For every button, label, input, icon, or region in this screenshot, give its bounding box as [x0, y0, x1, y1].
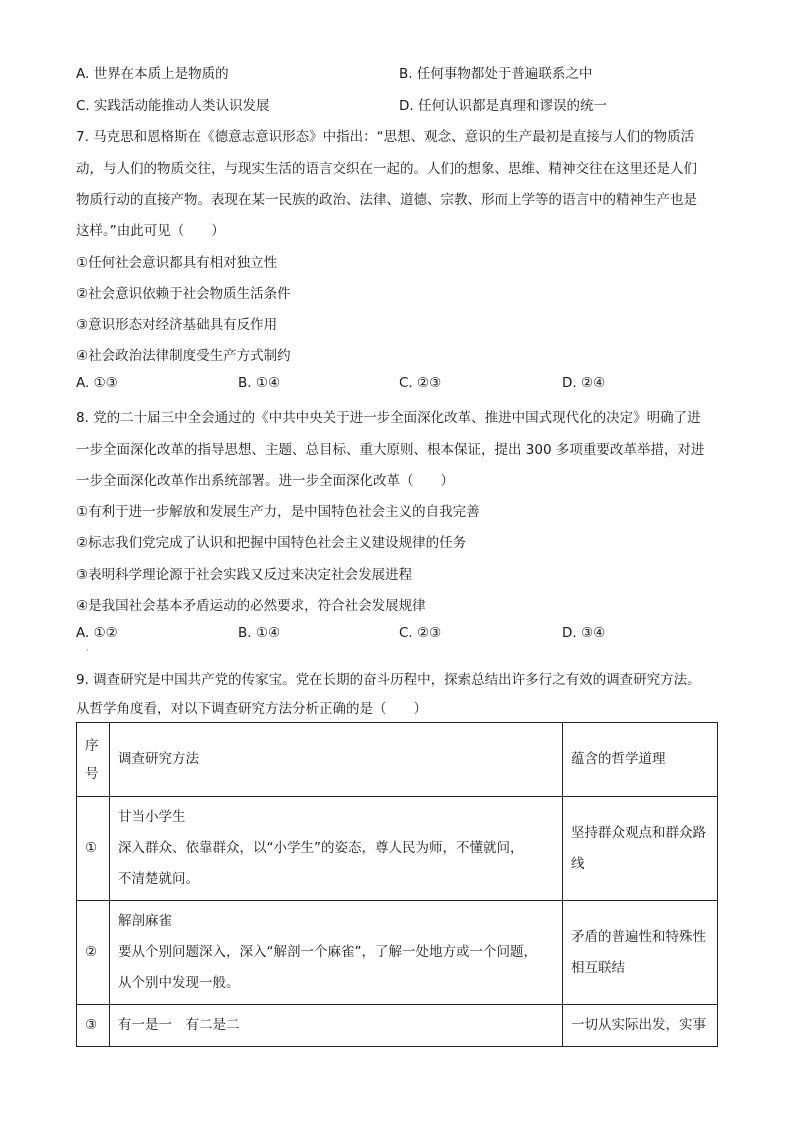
method-text: 从个别中发现一般。 [118, 975, 240, 991]
row-principle [563, 797, 718, 901]
row-number: ① [77, 797, 110, 901]
q7-stem-line-1: 7. 马克思和恩格斯在《德意志意识形态》中指出：“思想、观念、意识的生产最初是直接与人们的物质活 [76, 129, 695, 145]
q8-stem-line-2: 一步全面深化改革的指导思想、主题、总目标、重大原则、根本保证，提出 300 多项重要改革举措，对进 [76, 442, 705, 458]
row-method [110, 901, 563, 1005]
q6-option-c: C. 实践活动能推动人类认识发展 [76, 98, 270, 114]
method-title: 甘当小学生 [118, 809, 186, 825]
q8-stem-line-3: 一步全面深化改革作出系统部署。进一步全面深化改革（ ） [76, 473, 454, 489]
method-text: 要从个别问题深入，深入“解剖一个麻雀”，了解一处地方或一个问题， [118, 944, 537, 960]
header-number-line-1: 序 [85, 737, 99, 754]
q7-item-3: ③意识形态对经济基础具有反作用 [76, 317, 278, 333]
q9-stem-line-2: 从哲学角度看，对以下调查研究方法分析正确的是（ ） [76, 701, 427, 717]
q7-option-b: B. ①④ [238, 375, 281, 391]
q8-item-4: ④是我国社会基本矛盾运动的必然要求，符合社会发展规律 [76, 598, 426, 614]
principle-text: 线 [571, 855, 585, 872]
q8-item-1: ①有利于进一步解放和发展生产力，是中国特色社会主义的自我完善 [76, 504, 480, 520]
q9-stem-line-1: 9. 调查研究是中国共产党的传家宝。党在长期的奋斗历程中，探索总结出许多行之有效的调查研究方法。 [76, 672, 701, 688]
row-number: ③ [77, 1005, 110, 1047]
q6-option-d: D. 任何认识都是真理和谬误的统一 [399, 98, 607, 114]
q7-option-a: A. ①③ [76, 375, 118, 391]
q7-stem-line-4: 这样。”由此可见（ ） [76, 223, 225, 239]
q7-option-d: D. ②④ [562, 375, 606, 391]
q8-item-3: ③表明科学理论源于社会实践又反过来决定社会发展进程 [76, 567, 413, 583]
q8-stem-line-1: 8. 党的二十届三中全会通过的《中共中央关于进一步全面深化改革、推进中国式现代化的决定》明确了进 [76, 410, 701, 426]
q9-table [76, 722, 718, 1047]
q7-item-1: ①任何社会意识都具有相对独立性 [76, 255, 278, 271]
q7-option-c: C. ②③ [399, 375, 442, 391]
header-principle: 蕴含的哲学道理 [563, 723, 718, 797]
row-principle [563, 901, 718, 1005]
q6-option-b: B. 任何事物都处于普遍联系之中 [399, 66, 593, 82]
q6-option-a: A. 世界在本质上是物质的 [76, 66, 229, 82]
table-row [77, 901, 718, 1005]
table-header-row [77, 723, 718, 797]
method-text: 不清楚就问。 [118, 871, 199, 887]
method-text: 深入群众、依靠群众，以“小学生”的姿态，尊人民为师，不懂就问， [118, 840, 524, 856]
row-number: ② [77, 901, 110, 1005]
q7-stem-line-3: 物质行动的直接产物。表现在某一民族的政治、法律、道德、宗教、形而上学等的语言中的精神生产也是 [76, 192, 697, 208]
method-title: 解剖麻雀 [118, 913, 172, 929]
q8-item-2: ②标志我们党完成了认识和把握中国特色社会主义建设规律的任务 [76, 535, 467, 551]
q8-option-d: D. ③④ [562, 625, 606, 641]
row-method [110, 1005, 563, 1047]
header-number [77, 723, 110, 797]
header-method: 调查研究方法 [110, 723, 563, 797]
q7-item-2: ②社会意识依赖于社会物质生活条件 [76, 286, 291, 302]
q8-option-b: B. ①④ [238, 625, 281, 641]
header-number-line-2: 号 [85, 765, 99, 782]
q8-option-a: A. ①② [76, 625, 118, 641]
q7-stem-line-2: 动，与人们的物质交往，与现实生活的语言交织在一起的。人们的想象、思维、精神交往在这里还是人们 [76, 161, 697, 177]
method-title: 有一是一 有二是二 [118, 1017, 240, 1033]
table-row [77, 1005, 718, 1047]
principle-text: 一切从实际出发，实事 [571, 1017, 706, 1033]
q8-option-c: C. ②③ [399, 625, 442, 641]
table-row [77, 797, 718, 901]
row-method [110, 797, 563, 901]
principle-text: 坚持群众观点和群众路 [571, 824, 706, 841]
stray-dot: · [86, 646, 89, 655]
principle-text: 相互联结 [571, 959, 625, 976]
principle-text: 矛盾的普遍性和特殊性 [571, 928, 706, 945]
row-principle [563, 1005, 718, 1047]
q7-item-4: ④社会政治法律制度受生产方式制约 [76, 348, 291, 364]
